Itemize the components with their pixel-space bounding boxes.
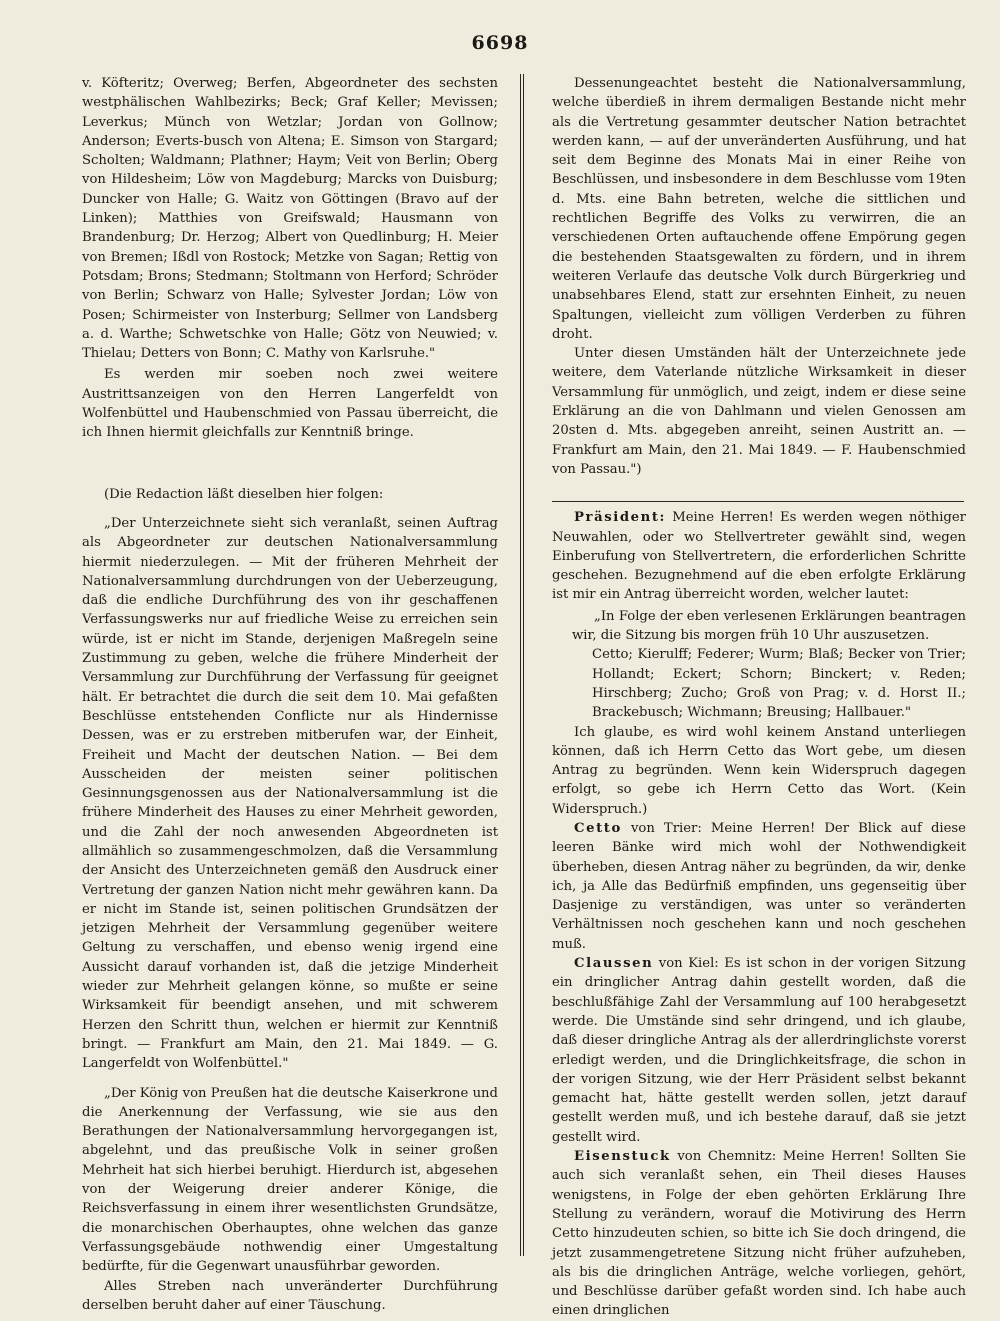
paragraph: Ich glaube, es wird wohl keinem Anstand unterliegen können, daß ich Herrn Cetto das Wort gebe, um diesen Antrag zu begründen. Wenn kein Widerspruch dagegen erfolgt, so gebe ich Herrn Cetto das Wort. (Kein Widerspruch.) [552, 724, 966, 817]
left-column [82, 74, 498, 1313]
speech-president [552, 508, 966, 604]
paragraph: Es werden mir soeben noch zwei weitere Austrittsanzeigen von den Herren Langerfeldt von Wolfenbüttel und Haubenschmied von Passau überreicht, die ich Ihnen hiermit gleichfalls zur Kenntniß bringe. [82, 367, 498, 441]
speech-text: Meine Herren! Es werden wegen nöthiger Neuwahlen, oder wo Stellvertreter gewählt sind, wegen Einberufung von Stellvertretern, die erforderlichen Schritte geschehen. Bezugnehmend auf die eben erfolgte Erklärung ist mir ein Antrag überreicht worden, welcher lautet: [552, 510, 966, 603]
speaker-name: Präsident: [574, 510, 667, 526]
speech-claussen [552, 954, 966, 1147]
column-divider [520, 74, 521, 1256]
paragraph: Dessenungeachtet besteht die Nationalversammlung, welche überdieß in ihrem dermaligen Bestande nicht mehr als die Vertretung gesammter deutscher Nation betrachtet werden kann, — auf der unveränderten Ausführung, und hat seit dem Beginne des Monats Mai in einer Reihe von Beschlüssen, und insbesondere in dem Beschlusse vom 19ten d. Mts. eine Bahn betreten, welche die sittlichen und rechtlichen Begriffe des Volks zu verwirren, die an verschiedenen Orten auftauchende offene Empörung gegen die bestehenden Staatsgewalten zu fördern, und in ihrem weiteren Verlaufe das deutsche Volk durch Bürgerkrieg und unabsehbares Elend, statt zur ersehnten Einheit, zu neuen Spaltungen, vielleicht zum völligen Verderben zu führen droht. [552, 76, 966, 342]
signatories: Cetto; Kierulff; Federer; Wurm; Blaß; Becker von Trier; Hollandt; Eckert; Schorn; Binckert; v. Reden; Hirschberg; Zucho; Groß von Prag; v. d. Horst II.; Brackebusch; Wichmann; Breusing; Hallbauer." [592, 647, 966, 721]
motion-text: „In Folge der eben verlesenen Erklärungen beantragen wir, die Sitzung bis morgen früh 10 Uhr auszusetzen. [572, 608, 966, 644]
speaker-name: Claussen [574, 956, 654, 972]
quoted-declaration: „Der König von Preußen hat die deutsche Kaiserkrone und die Anerkennung der Verfassung, wie sie aus den Berathungen der Nationalversammlung hervorgegangen ist, abgelehnt, und das preußische Volk in seiner großen Mehrheit hat sich hierbei beruhigt. Hierdurch ist, abgesehen von der Weigerung dreier anderer Könige, die Reichsverfassung in einem ihrer wesentlichsten Grundsätze, die monarchischen Oberhauptes, ohne welchen das ganze Verfassungsgebäude nothwendig einer Umgestaltung bedürfte, für die Gegenwart unausführbar geworden. [82, 1085, 498, 1275]
speaker-name: Cetto [574, 820, 622, 836]
speech-text: von Chemnitz: Meine Herren! Sollten Sie auch sich veranlaßt sehen, ein Theil dieses Hauses wenigstens, in Folge der eben gehörten Erklärung Ihre Stellung zu verändern, worauf die Motivirung des Herrn Cetto hinzudeuten schien, so bitte ich Sie doch dringend, die jetzt zusammengetretene Sitzung nicht früher aufzuheben, als bis die dringlichen Anträge, welche vorliegen, gehört, und Beschlüsse darüber gefaßt worden sind. Ich habe auch einen dringlichen [552, 1149, 966, 1319]
speech-text: von Trier: Meine Herren! Der Blick auf diese leeren Bänke wird mich wohl der Nothwendigkeit überheben, diesen Antrag näher zu begründen, da wir, denke ich, ja Alle das Bedürfniß empfinden, uns gegenseitig über Dasjenige zu verständigen, was unter so veränderten Verhältnissen noch geschehen kann und noch geschehen muß. [552, 820, 966, 952]
right-column [552, 74, 966, 1319]
quoted-declaration: „Der Unterzeichnete sieht sich veranlaßt, seinen Auftrag als Abgeordneter zur deutschen Nationalversammlung hiermit niederzulegen. — Mit der früheren Mehrheit der Nationalversammlung durchdrungen von der Ueberzeugung, daß die endliche Durchführung des von ihr geschaffenen Verfassungswerks nur auf friedliche Weise zu erreichen sein würde, ist er nicht im Stande, derjenigen Maßregeln seine Zustimmung zu geben, welche die frühere Minderheit der Versammlung zur Durchführung der Verfassung für geeignet hält. Er betrachtet die durch die seit dem 10. Mai gefaßten Beschlüsse entstehenden Conflicte nur als Hindernisse Dessen, was er zu erstreben mitberufen war, der Einheit, Freiheit und Macht der deutschen Nation. — Bei dem Ausscheiden der meisten seiner politischen Gesinnungsgenossen aus der Nationalversammlung ist die frühere Minderheit des Hauses zu einer Mehrheit geworden, und die Zahl der noch anwesenden Abgeordneten ist allmählich so zusammengeschmolzen, daß die Versammlung der Ansicht des Unterzeichneten gemäß den Ausdruck einer Vertretung der ganzen Nation nicht mehr gewähren kann. Da er nicht im Stande ist, seinen politischen Grundsätzen der jetzigen Mehrheit der Versammlung gegenüber weitere Geltung zu verschaffen, und ebenso wenig irgend eine Aussicht darauf vorhanden ist, daß die jetzige Minderheit wieder zur Mehrheit gelangen könne, so mußte er seine Wirksamkeit für beendigt ansehen, und mit schwerem Herzen den Schritt thun, welchen er hiermit zur Kenntniß bringt. — Frankfurt am Main, den 21. Mai 1849. — G. Langerfeldt von Wolfenbüttel." [82, 515, 498, 1072]
editorial-note: (Die Redaction läßt dieselben hier folgen: [104, 486, 384, 502]
speaker-name: Eisenstuck [574, 1149, 671, 1165]
section-rule [552, 501, 964, 502]
speech-text: von Kiel: Es ist schon in der vorigen Sitzung ein dringlicher Antrag dahin gestellt worden, daß die beschlußfähige Zahl der Versammlung auf 100 herabgesetzt werde. Die Umstände sind sehr dringend, und ich glaube, daß dieser dringliche Antrag als der allerdringlichste vorerst erledigt werden, und die Dringlichkeitsfrage, die schon in der vorigen Sitzung, wie der Herr Präsident selbst bekannt gemacht hat, hätte gestellt werden sollen, jetzt darauf gestellt werden muß, und ich bestehe darauf, daß sie jetzt gestellt wird. [552, 956, 966, 1145]
speech-cetto [552, 819, 966, 954]
speech-eisenstuck [552, 1147, 966, 1321]
paragraph: Unter diesen Umständen hält der Unterzeichnete jede weitere, dem Vaterlande nützliche Wirksamkeit in dieser Versammlung für unmöglich, und zeigt, indem er diese seine Erklärung an die von Dahlmann und vielen Genossen am 20sten d. Mts. abgegeben anreiht, seinen Austritt an. — Frankfurt am Main, den 21. Mai 1849. — F. Haubenschmied von Passau.") [552, 346, 966, 477]
page-number: 6698 [471, 32, 529, 54]
paragraph: v. Köfteritz; Overweg; Berfen, Abgeordneter des sechsten westphälischen Wahlbezirks; Beck; Graf Keller; Mevissen; Leverkus; Münch von Wetzlar; Jordan von Gollnow; Anderson; Everts-busch von Altena; E. Simson von Stargard; Scholten; Waldmann; Plathner; Haym; Veit von Berlin; Oberg von Hildesheim; Löw von Magdeburg; Marcks von Duisburg; Duncker von Halle; G. Waitz von Göttingen (Bravo auf der Linken); Matthies von Greifswald; Hausmann von Brandenburg; Dr. Herzog; Albert von Quedlinburg; H. Meier von Bremen; Ißdl von Rostock; Metzke von Sagan; Rettig von Potsdam; Brons; Stedmann; Stoltmann von Herford; Schröder von Berlin; Schwarz von Halle; Sylvester Jordan; Löw von Posen; Schirmeister von Insterburg; Sellmer von Landsberg a. d. Warthe; Schwetschke von Halle; Götz von Neuwied; v. Thielau; Detters von Bonn; C. Mathy von Karlsruhe." [82, 76, 498, 362]
paragraph: Alles Streben nach unveränderter Durchführung derselben beruht daher auf einer Täuschung. [82, 1278, 498, 1313]
